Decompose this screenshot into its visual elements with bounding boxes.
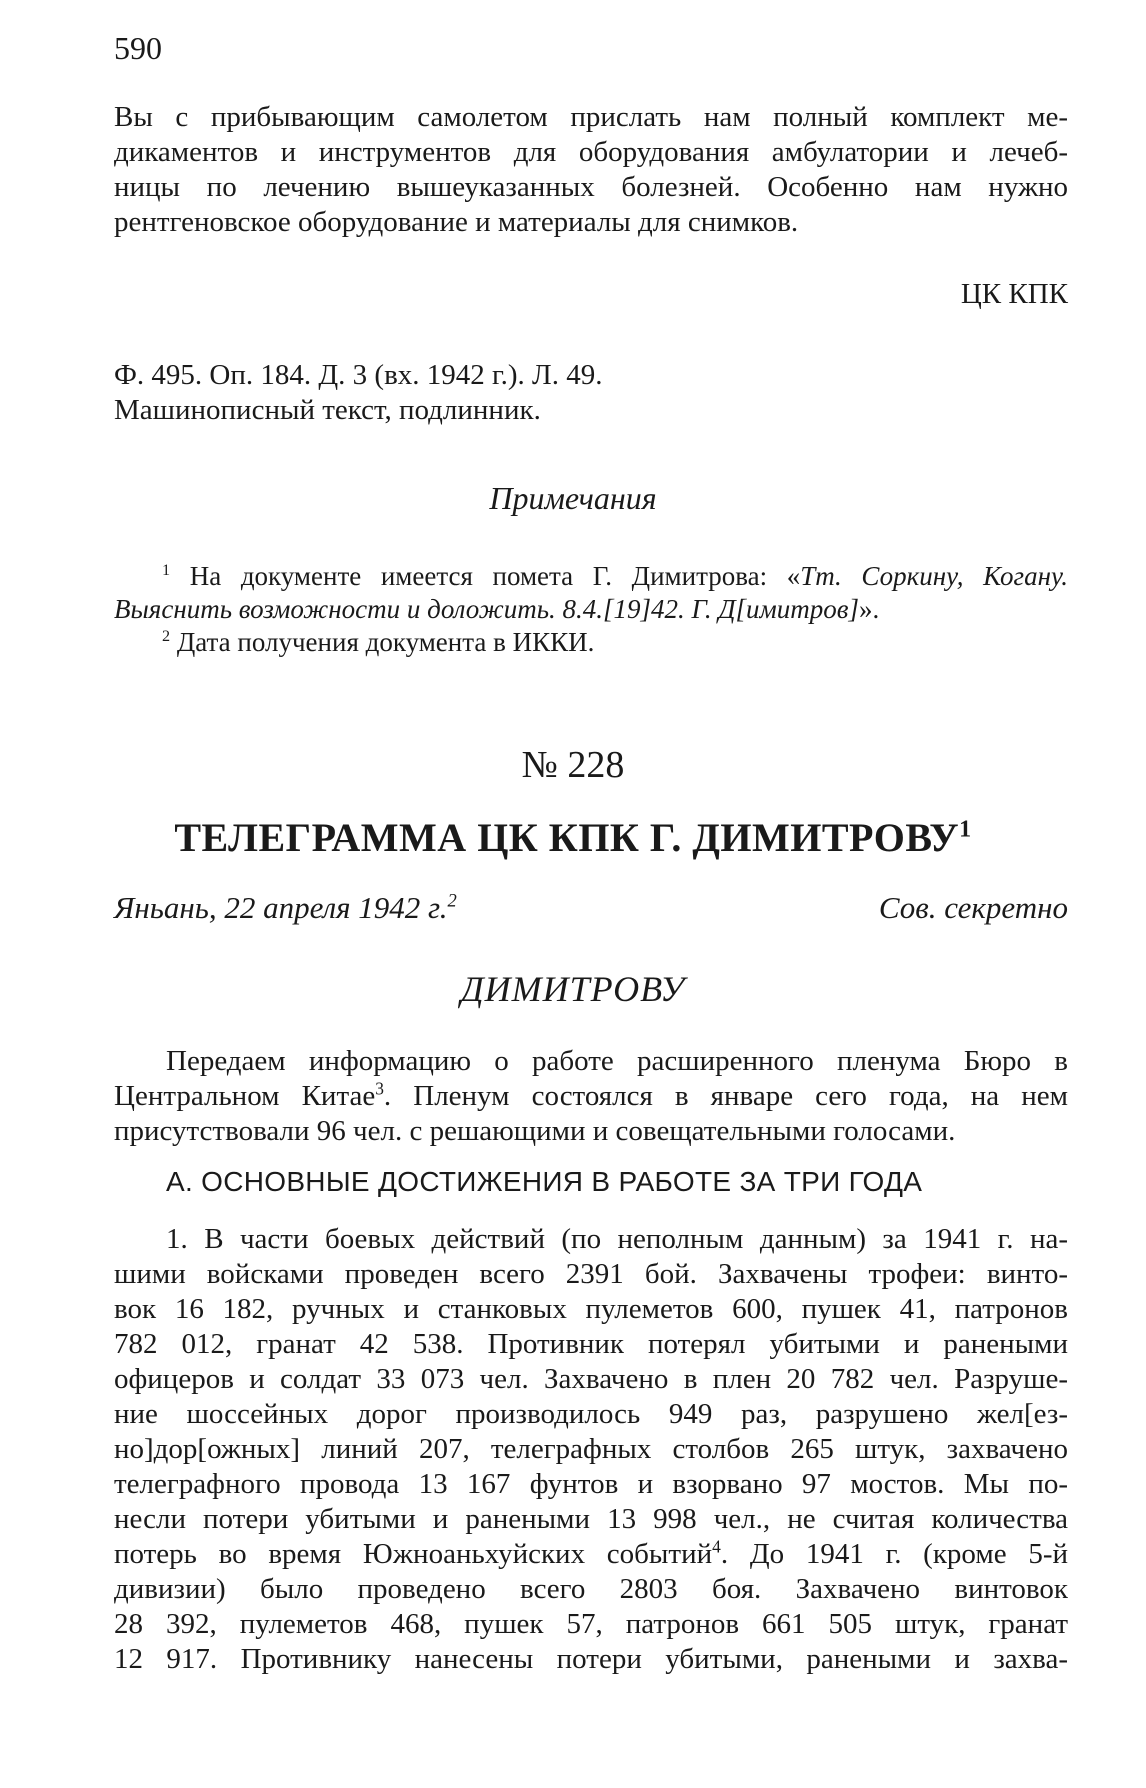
- archive-line: Ф. 495. Оп. 184. Д. 3 (вх. 1942 г.). Л. 49.: [114, 359, 603, 391]
- page-number: 590: [114, 30, 162, 66]
- footnote-text: Дата получения документа в ИККИ.: [176, 627, 595, 657]
- text-segment: потерь во время Южноаньхуйских событий: [114, 1538, 713, 1570]
- footnote-1-line-1: [114, 560, 1068, 593]
- text-line: телеграфного провода 13 167 фунтов и взорвано 97 мостов. Мы по-: [114, 1468, 1068, 1500]
- text-line: ние шоссейных дорог производилось 949 раз, разрушено жел[ез-: [114, 1398, 1068, 1430]
- text-line: офицеров и солдат 33 073 чел. Захвачено в плен 20 782 чел. Разруше-: [114, 1363, 1068, 1395]
- footnote-close: ».: [858, 594, 880, 624]
- footnote-marker: 2: [447, 890, 457, 912]
- archive-line: Машинописный текст, подлинник.: [114, 394, 541, 426]
- footnotes: [114, 560, 1068, 659]
- body-paragraph: [114, 1222, 1068, 1677]
- text-line: [114, 1079, 1068, 1114]
- footnote-marker: 1: [959, 816, 972, 843]
- text-line: рентгеновское оборудование и материалы для снимков.: [114, 206, 799, 238]
- text-line: Передаем информацию о работе расширенного пленума Бюро в: [166, 1045, 1068, 1077]
- text-line: 28 392, пулеметов 468, пушек 57, патронов 661 505 штук, гранат: [114, 1608, 1068, 1640]
- document-title: [0, 814, 1146, 862]
- archive-reference: [114, 358, 1068, 428]
- document-number: № 228: [521, 744, 625, 786]
- text-line: шими войсками проведен всего 2391 бой. Захвачены трофеи: винто-: [114, 1258, 1068, 1290]
- footnote-italic: Тт. Соркину, Когану.: [800, 561, 1068, 591]
- footnote-marker: 4: [712, 1536, 721, 1557]
- footnote-marker: 1: [162, 561, 171, 579]
- text-line: дикаментов и инструментов для оборудования амбулатории и лечеб-: [114, 136, 1068, 168]
- footnote-marker: 3: [375, 1078, 384, 1099]
- footnote-italic: Выяснить возможности и доложить. 8.4.[19]42. Г. Д[имитров]: [114, 594, 859, 624]
- addressee: ДИМИТРОВУ: [460, 969, 686, 1009]
- text-segment: . Пленум состоялся в январе сего года, на нем: [383, 1080, 1068, 1112]
- text-line: Вы с прибывающим самолетом прислать нам полный комплект ме-: [114, 101, 1068, 133]
- place-date-text: Яньань, 22 апреля 1942 г.: [114, 890, 448, 925]
- footnote-1-line-2: [114, 593, 1068, 626]
- text-line: дивизии) было проведено всего 2803 боя. Захвачено винтовок: [114, 1573, 1068, 1605]
- text-line: присутствовали 96 чел. с решающими и совещательными голосами.: [114, 1115, 956, 1147]
- text-line: несли потери убитыми и ранеными 13 998 чел., не считая количества: [114, 1503, 1068, 1535]
- text-line: 1. В части боевых действий (по неполным данным) за 1941 г. на-: [166, 1223, 1068, 1255]
- notes-heading: Примечания: [489, 480, 657, 516]
- place-date: [114, 888, 457, 928]
- signature: ЦК КПК: [960, 278, 1068, 310]
- text-line: ницы по лечению вышеуказанных болезней. Особенно нам нужно: [114, 171, 1068, 203]
- text-line: но]дор[ожных] линий 207, телеграфных столбов 265 штук, захвачено: [114, 1433, 1068, 1465]
- document-title-text: ТЕЛЕГРАММА ЦК КПК Г. ДИМИТРОВУ: [174, 815, 960, 860]
- text-line: 12 917. Противнику нанесены потери убитыми, ранеными и захва-: [114, 1643, 1068, 1675]
- text-line: [114, 1537, 1068, 1572]
- footnote-text: На документе имеется помета Г. Димитрова: «: [189, 561, 801, 591]
- top-paragraph: [114, 100, 1068, 240]
- text-line: 782 012, гранат 42 538. Противник потерял убитыми и ранеными: [114, 1328, 1068, 1360]
- footnote-2: [114, 626, 1068, 659]
- secrecy-stamp: Сов. секретно: [878, 890, 1068, 925]
- footnote-marker: 2: [162, 627, 171, 645]
- text-segment: . До 1941 г. (кроме 5-й: [720, 1538, 1068, 1570]
- text-segment: Центральном Китае: [114, 1080, 376, 1112]
- intro-paragraph: [114, 1044, 1068, 1149]
- text-line: вок 16 182, ручных и станковых пулеметов 600, пушек 41, патронов: [114, 1293, 1068, 1325]
- section-heading: А. ОСНОВНЫЕ ДОСТИЖЕНИЯ В РАБОТЕ ЗА ТРИ ГОДА: [166, 1166, 923, 1197]
